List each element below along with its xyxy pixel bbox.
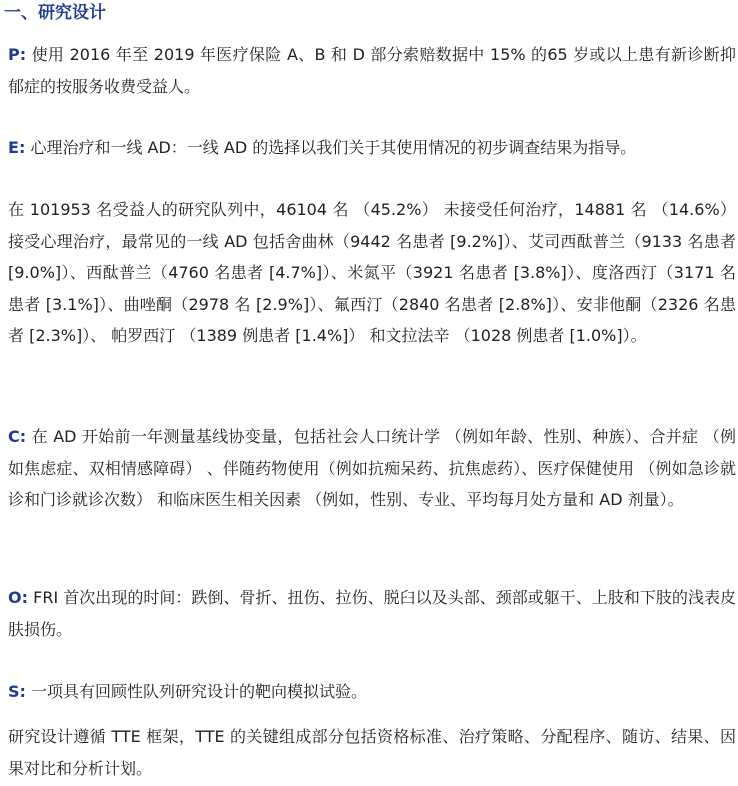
study-design-paragraph	[8, 676, 736, 708]
covariates-label: C	[8, 427, 20, 446]
population-text: 使用 2016 年至 2019 年医疗保险 A、B 和 D 部分索赔数据中 15% 的65 岁或以上患有新诊断抑郁症的按服务收费受益人。	[8, 45, 736, 96]
covariates-text: 在 AD 开始前一年测量基线协变量，包括社会人口统计学 （例如年龄、性别、种族）、合并症 （例如焦虑症、双相情感障碍） 、伴随药物使用（例如抗痴呆药、抗焦虑药）、医疗保健使用 （例如急诊就诊和门诊就诊次数） 和临床医生相关因素 （例如，性别、专业、平均每月处方量和 AD 剂量）。	[8, 427, 736, 509]
tte-text: 研究设计遵循 TTE 框架，TTE 的关键组成部分包括资格标准、治疗策略、分配程序、随访、结果、因果对比和分析计划。	[8, 727, 736, 778]
section-title: 一、研究设计	[4, 3, 106, 23]
outcome-label: O	[8, 588, 22, 607]
population-paragraph	[8, 39, 736, 102]
study-design-text: 一项具有回顾性队列研究设计的靶向模拟试验。	[31, 682, 368, 701]
study-design-colon: :	[19, 682, 26, 701]
exposure-label: E	[8, 138, 19, 157]
exposure-text: 心理治疗和一线 AD：一线 AD 的选择以我们关于其使用情况的初步调查结果为指导。	[30, 138, 637, 157]
cohort-text: 在 101953 名受益人的研究队列中，46104 名 （45.2%） 未接受任何治疗，14881 名 （14.6%） 接受心理治疗，最常见的一线 AD 包括舍曲林（9442 名患者 [9.2%]）、艾司西酞普兰（9133 名患者 [9.0%]）、西酞普兰（4760 名患者 [4.7%]）、米氮平（3921 名患者 [3.8%]）、度洛西汀（3171 名患者 [3.1%]）、曲唑酮（2978 名 [2.9%]）、氟西汀（2840 名患者 [2.8%]）、安非他酮（2326 名患者 [2.3%]）、 帕罗西汀 （1389 例患者 [1.4%]） 和文拉法辛 （1028 例患者 [1.0%]）。	[8, 200, 736, 345]
study-design-label: S	[8, 682, 20, 701]
covariates-colon: :	[19, 427, 27, 446]
tte-paragraph	[8, 721, 736, 784]
outcome-text: FRI 首次出现的时间：跌倒、骨折、扭伤、拉伤、脱臼以及头部、颈部或躯干、上肢和下肢的浅表皮肤损伤。	[8, 588, 736, 639]
exposure-colon: :	[18, 138, 26, 157]
outcome-colon: :	[21, 588, 29, 607]
covariates-paragraph	[8, 421, 736, 516]
population-label: P	[8, 45, 20, 64]
outcome-paragraph	[8, 582, 736, 645]
population-colon: :	[19, 45, 27, 64]
exposure-paragraph	[8, 132, 736, 164]
cohort-paragraph	[8, 194, 736, 352]
